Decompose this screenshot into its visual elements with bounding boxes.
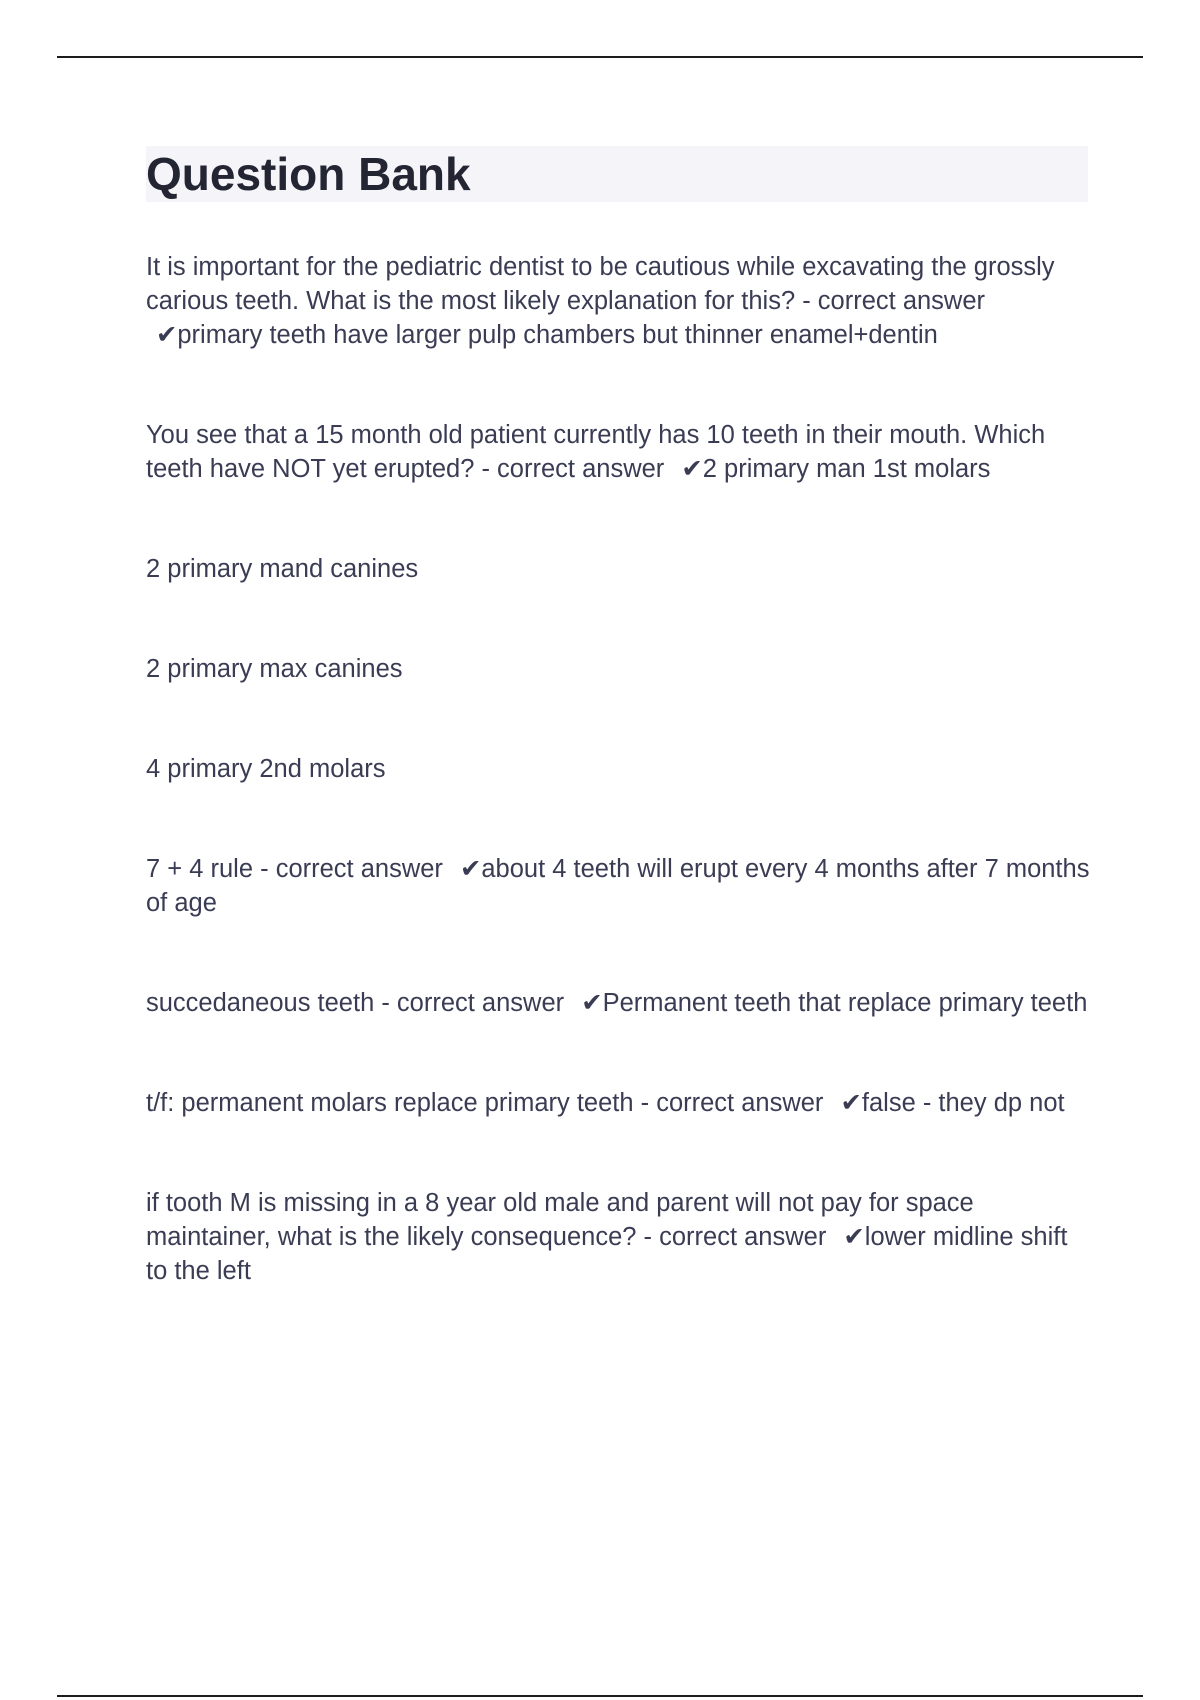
question-answer: 4 primary 2nd molars (146, 755, 386, 783)
question-answer: 2 primary mand canines (146, 555, 419, 583)
answer-continuation (146, 652, 1091, 686)
question-list (146, 250, 1091, 1288)
check-icon: ✔ (156, 321, 178, 349)
question-answer: Permanent teeth that replace primary teeth (602, 989, 1088, 1017)
question-prompt: if tooth M is missing in a 8 year old male and parent will not pay for space maintainer, what is the likely consequence? - correct answer (146, 1189, 974, 1251)
question-entry (146, 852, 1091, 920)
page-title: Question Bank (146, 148, 471, 200)
check-icon: ✔ (581, 989, 603, 1017)
check-icon: ✔ (840, 1089, 862, 1117)
question-prompt: succedaneous teeth - correct answer (146, 989, 572, 1017)
check-icon: ✔ (843, 1223, 865, 1251)
question-answer: 2 primary man 1st molars (702, 455, 991, 483)
question-answer: 2 primary max canines (146, 655, 403, 683)
bottom-rule (57, 1695, 1143, 1697)
top-rule (57, 56, 1143, 58)
question-prompt: It is important for the pediatric dentist to be cautious while excavating the grossly carious teeth. What is the most likely explanation for this? - correct answer (146, 253, 1055, 315)
question-answer: lower midline shift to the left (146, 1223, 1068, 1285)
check-icon: ✔ (681, 455, 703, 483)
question-answer: about 4 teeth will erupt every 4 months after 7 months of age (146, 855, 1090, 917)
question-entry (146, 418, 1091, 486)
question-entry (146, 986, 1091, 1020)
answer-continuation (146, 752, 1091, 786)
check-icon: ✔ (460, 855, 482, 883)
question-entry (146, 1086, 1091, 1120)
question-prompt: t/f: permanent molars replace primary teeth - correct answer (146, 1089, 831, 1117)
question-entry (146, 250, 1091, 352)
question-answer: false - they dp not (861, 1089, 1065, 1117)
question-entry (146, 1186, 1091, 1288)
answer-continuation (146, 552, 1091, 586)
question-prompt: 7 + 4 rule - correct answer (146, 855, 450, 883)
question-prompt: You see that a 15 month old patient currently has 10 teeth in their mouth. Which teeth have NOT yet erupted? - correct answer (146, 421, 1046, 483)
question-answer: primary teeth have larger pulp chambers but thinner enamel+dentin (177, 321, 938, 349)
